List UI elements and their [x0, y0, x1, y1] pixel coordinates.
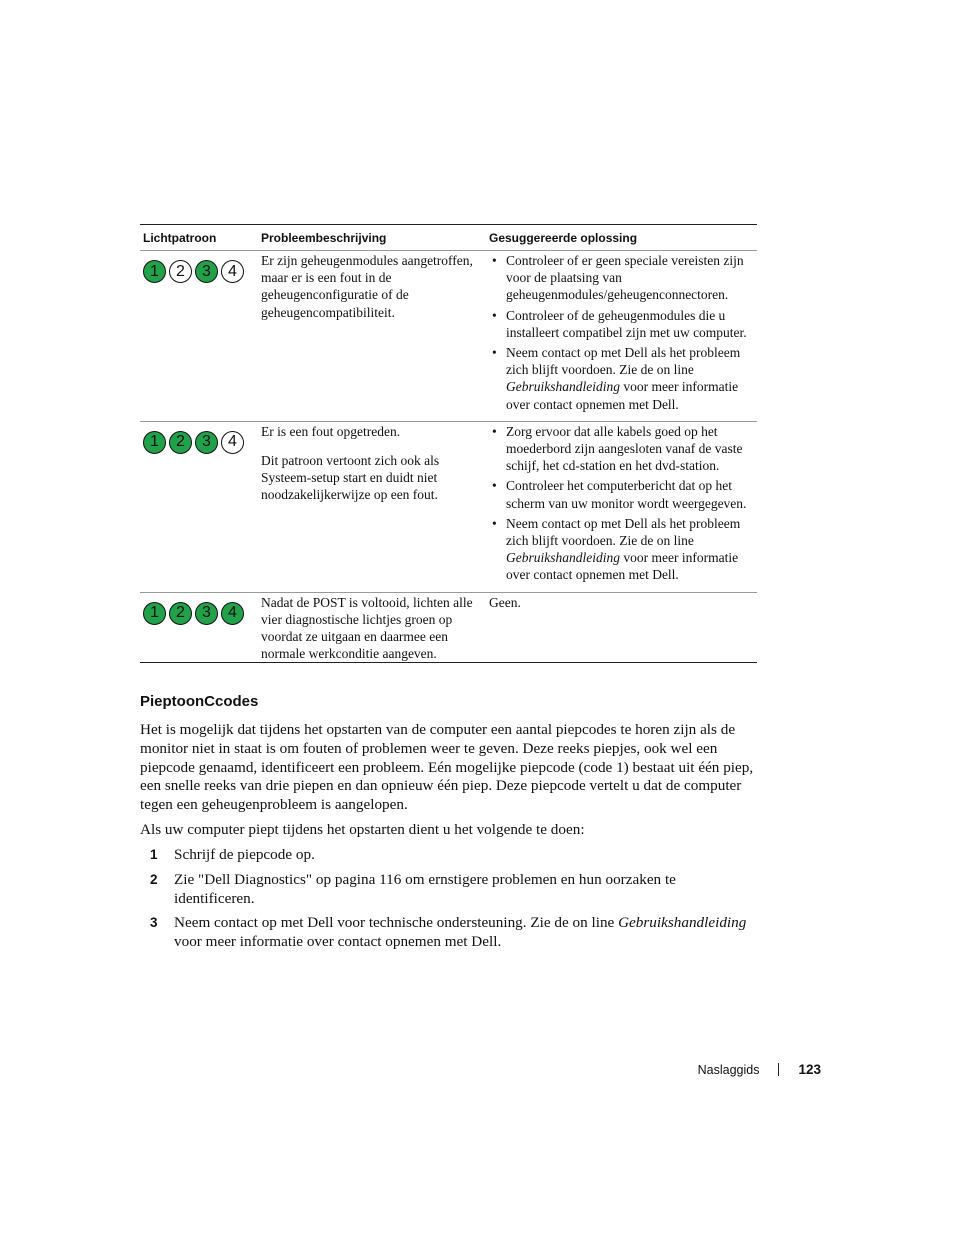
diagnostic-lights-table	[140, 224, 757, 663]
header-problem-description: Probleembeschrijving	[261, 230, 387, 245]
diagnostic-light-4: 4	[221, 431, 244, 454]
solution-text: voor meer informatie over contact opnemen met Dell.	[506, 379, 739, 412]
diagnostic-light-3: 3	[195, 602, 218, 625]
bullet-icon: •	[492, 515, 497, 531]
problem-description-text: Nadat de POST is voltooid, lichten alle vier diagnostische lichtjes groen op voordat ze uitgaan en daarmee een normale werkconditie aangeven.	[261, 594, 473, 662]
diagnostic-light-2: 2	[169, 431, 192, 454]
light-pattern	[143, 602, 261, 625]
solution-text: Controleer het computerbericht dat op het scherm van uw monitor wordt weergegeven.	[506, 478, 747, 511]
light-pattern-cell	[140, 251, 261, 421]
solution-item	[489, 307, 757, 341]
suggested-solution-cell	[489, 593, 757, 663]
step-number: 3	[150, 915, 158, 931]
solution-item	[489, 423, 757, 475]
diagnostic-light-4: 4	[221, 260, 244, 283]
problem-description-text: Er zijn geheugenmodules aangetroffen, maar er is een fout in de geheugenconfiguratie of de geheugencompatibiliteit.	[261, 253, 473, 320]
page-footer	[698, 1062, 821, 1077]
problem-description-cell	[261, 593, 489, 663]
bullet-icon: •	[492, 423, 497, 439]
bullet-icon: •	[492, 478, 497, 494]
solution-text: Geen.	[489, 594, 521, 610]
table-row	[140, 251, 757, 422]
manual-title: Gebruikshandleiding	[506, 550, 620, 566]
section-heading: PieptoonCcodes	[140, 693, 259, 710]
light-pattern-cell	[140, 422, 261, 592]
solution-text: voor meer informatie over contact opnemen met Dell.	[506, 550, 739, 583]
diagnostic-light-1: 1	[143, 602, 166, 625]
solution-item	[489, 515, 757, 584]
diagnostic-light-2: 2	[169, 260, 192, 283]
light-pattern	[143, 431, 261, 454]
solution-item	[489, 252, 757, 304]
table-body	[140, 251, 757, 662]
diagnostic-light-3: 3	[195, 260, 218, 283]
solution-text: Controleer of de geheugenmodules die u installeert compatibel zijn met uw computer.	[506, 307, 747, 340]
page-number: 123	[798, 1062, 821, 1077]
step-text: Schrijf de piepcode op.	[174, 846, 315, 863]
solution-text: Zorg ervoor dat alle kabels goed op het moederbord zijn aangesloten vanaf de vaste schijf, het cd-station en het dvd-station.	[506, 423, 743, 474]
step-text: Zie "Dell Diagnostics" op pagina 116 om ernstigere problemen en hun oorzaken te identificeren.	[174, 870, 676, 907]
suggested-solution-cell	[489, 422, 757, 592]
footer-separator	[778, 1063, 779, 1076]
solution-list	[489, 423, 757, 584]
solution-text: Controleer of er geen speciale vereisten zijn voor de plaatsing van geheugenmodules/geheugenconnectoren.	[506, 253, 744, 303]
manual-title: Gebruikshandleiding	[506, 379, 620, 395]
manual-title: Gebruikshandleiding	[618, 914, 747, 932]
header-suggested-solution: Gesuggereerde oplossing	[489, 230, 638, 245]
intro-paragraph: Het is mogelijk dat tijdens het opstarten van de computer een aantal piepcodes te horen zijn als de monitor niet in staat is om fouten of problemen weer te geven. Deze reeks piepjes, ook wel een piepcode genaamd, identificeert een probleem. Eén mogelijke piepcode (code 1) bestaat uit één piep, een snelle reeks van drie piepen en dan opnieuw één piep. Deze piepcode vertelt u dat de computer tegen een geheugenprobleem is aangelopen.	[140, 721, 754, 814]
diagnostic-light-3: 3	[195, 431, 218, 454]
solution-item	[489, 344, 757, 413]
solution-text: Neem contact op met Dell als het probleem zich blijft voordoen. Zie de on line	[506, 345, 741, 378]
header-light-pattern: Lichtpatroon	[143, 230, 217, 245]
solution-list	[489, 252, 757, 413]
step-number: 2	[150, 871, 158, 887]
step-item	[140, 871, 758, 909]
step-number: 1	[150, 847, 158, 862]
solution-item	[489, 477, 757, 511]
diagnostic-light-1: 1	[143, 260, 166, 283]
problem-description-cell	[261, 422, 489, 592]
table-header	[140, 225, 757, 251]
bullet-icon: •	[492, 307, 497, 323]
step-item	[140, 914, 758, 952]
step-text: Neem contact op met Dell voor technische ondersteuning. Zie de on line	[174, 914, 619, 932]
step-item	[140, 846, 758, 865]
diagnostic-light-4: 4	[221, 602, 244, 625]
diagnostic-light-1: 1	[143, 431, 166, 454]
footer-label: Naslaggids	[697, 1062, 760, 1077]
bullet-icon: •	[492, 253, 497, 268]
bullet-icon: •	[492, 345, 497, 361]
solution-text: Neem contact op met Dell als het probleem zich blijft voordoen. Zie de on line	[506, 515, 741, 549]
table-row	[140, 593, 757, 663]
problem-description-cell	[261, 251, 489, 421]
problem-description-text: Er is een fout opgetreden.	[261, 423, 401, 439]
instruction-paragraph: Als uw computer piept tijdens het opstarten dient u het volgende te doen:	[140, 821, 585, 838]
problem-description-text: Dit patroon vertoont zich ook als Systeem-setup start en duidt niet noodzakelijkerwijze op een fout.	[261, 453, 440, 503]
light-pattern-cell	[140, 593, 261, 663]
step-text: voor meer informatie over contact opnemen met Dell.	[174, 933, 502, 951]
steps-list	[140, 846, 758, 958]
suggested-solution-cell	[489, 251, 757, 421]
diagnostic-light-2: 2	[169, 602, 192, 625]
table-row	[140, 422, 757, 593]
light-pattern	[143, 260, 261, 283]
